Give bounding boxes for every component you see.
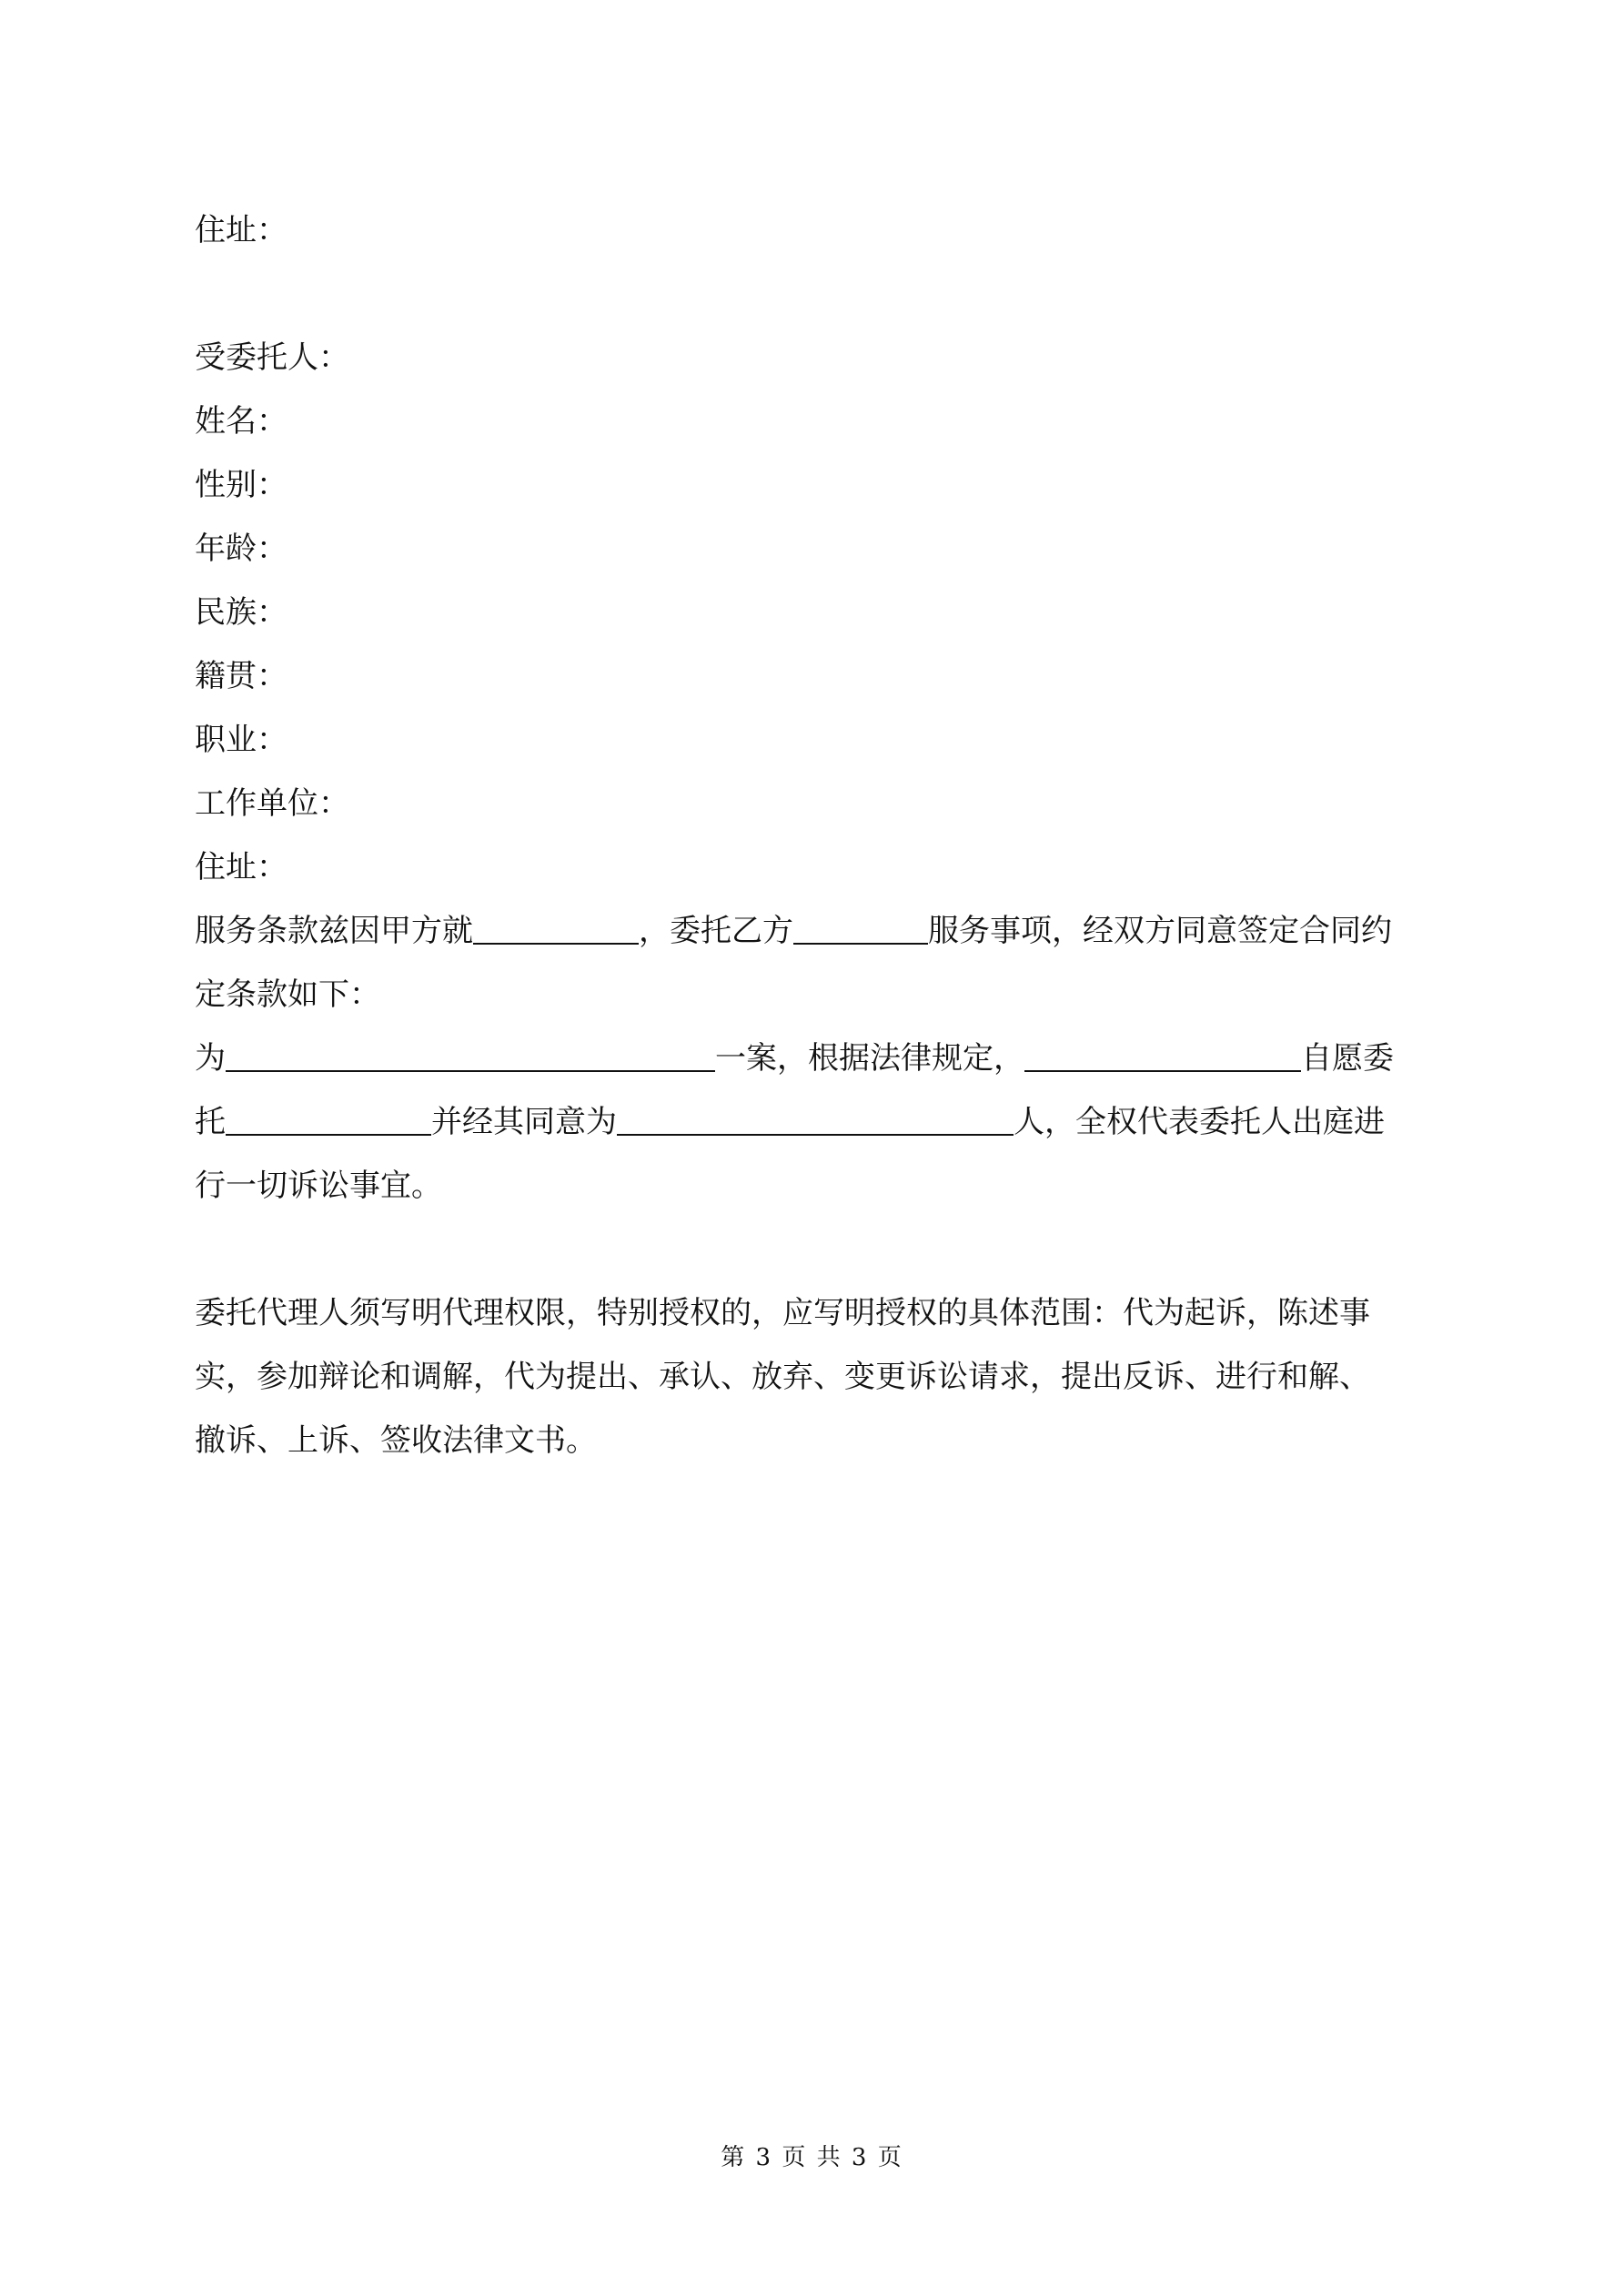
fill-blank: [226, 1043, 715, 1072]
agent-heading: 受委托人：: [195, 339, 349, 376]
address-label-top: 住址：: [195, 212, 287, 248]
terms-line-2: 定条款如下：: [195, 976, 380, 1013]
terms-line-3: [195, 1040, 1394, 1077]
terms-text: 托: [195, 1104, 226, 1140]
terms-line-4: [195, 1104, 1385, 1140]
agent-name-label: 姓名：: [195, 403, 287, 440]
agent-employer-label: 工作单位：: [195, 785, 349, 822]
terms-text: 服务事项，经双方同意签定合同约: [928, 913, 1392, 949]
agent-gender-label: 性别：: [195, 467, 287, 503]
fill-blank: [617, 1107, 1014, 1136]
agent-occupation-label: 职业：: [195, 722, 287, 758]
note-line-1: 委托代理人须写明代理权限，特别授权的，应写明授权的具体范围：代为起诉，陈述事: [195, 1295, 1370, 1331]
fill-blank: [1024, 1043, 1301, 1072]
fill-blank: [226, 1107, 431, 1136]
terms-line-5: 行一切诉讼事宜。: [195, 1168, 442, 1204]
agent-ethnicity-label: 民族：: [195, 594, 287, 631]
terms-text: 自愿委: [1301, 1040, 1394, 1077]
page-number-footer: 第 3 页 共 3 页: [721, 2144, 903, 2171]
fill-blank: [793, 915, 928, 945]
agent-native-place-label: 籍贯：: [195, 658, 287, 694]
fill-blank: [473, 915, 639, 945]
terms-text: ，委托乙方: [639, 913, 793, 949]
terms-text: 人，全权代表委托人出庭进: [1014, 1104, 1385, 1140]
note-line-2: 实，参加辩论和调解，代为提出、承认、放弃、变更诉讼请求，提出反诉、进行和解、: [195, 1359, 1370, 1395]
agent-age-label: 年龄：: [195, 531, 287, 567]
terms-text: 服务条款兹因甲方就: [195, 913, 473, 949]
terms-text: 并经其同意为: [431, 1104, 617, 1140]
agent-address-label: 住址：: [195, 849, 287, 885]
note-line-3: 撤诉、上诉、签收法律文书。: [195, 1422, 597, 1459]
terms-line-1: [195, 913, 1392, 949]
terms-text: 一案，根据法律规定，: [715, 1040, 1024, 1077]
terms-text: 为: [195, 1040, 226, 1077]
